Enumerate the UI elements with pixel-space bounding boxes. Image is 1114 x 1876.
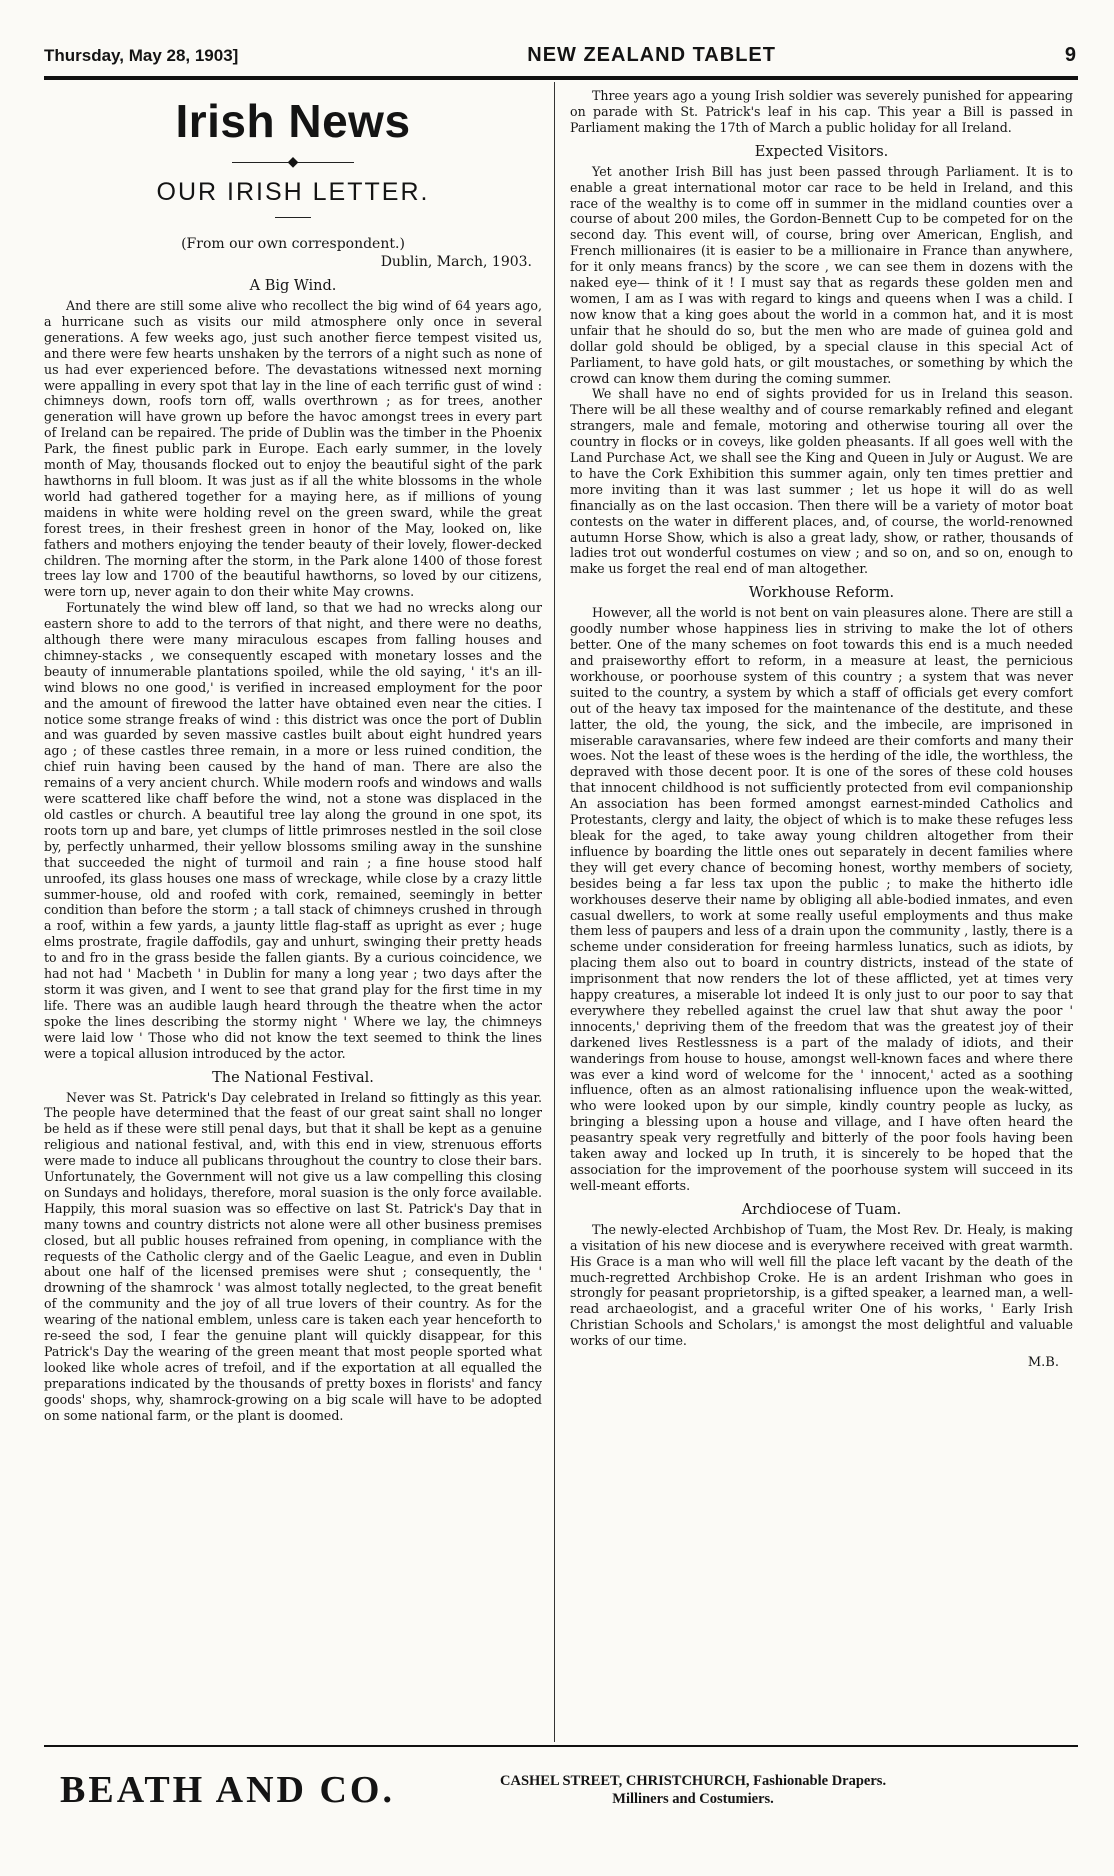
- right-column: [570, 88, 1073, 1742]
- running-header: [44, 44, 1076, 74]
- subhead-big-wind: A Big Wind.: [249, 278, 337, 294]
- subhead-national-festival: The National Festival.: [212, 1069, 374, 1086]
- subhead-workhouse-reform: Workhouse Reform.: [748, 585, 895, 602]
- ad-address: [500, 1772, 886, 1808]
- signature: M.B.: [1027, 1355, 1059, 1371]
- paper-title: NEW ZEALAND TABLET: [527, 44, 776, 66]
- paragraph: Never was St. Patrick's Day celebrated in Ireland so fittingly as this year. The people have determined that the feast of our great saint shall no longer be held as if these were still penal days, but that it shall be kept as a genuine religious and national festival, and, with this end in view, strenuous efforts were made to induce all publicans throughout the country to close their bars. Unfortunately, the Government will not give us a law compelling this closing on Sundays and holidays, therefore, moral suasion is the only force available. Happily, this moral suasion was so effective on last St. Patrick's Day that in many towns and country districts not alone were all other business premises closed, but all public houses refrained from opening, in compliance with the requests of the Catholic clergy and of the Gaelic League, and even in Dublin about one half of the licensed premises were shut ; consequently, the ' drowning of the shamrock ' was almost totally neglected, to the great benefit of the community and the joy of all true lovers of their country. As for the wearing of the national emblem, unless care is taken each year henceforth to re-seed the sod, I fear the genuine plant will quickly disappear, for this Patrick's Day the wearing of the green meant that most people sported what looked like whole acres of trefoil, and if the exportation at all equalled the preparations indicated by the thousands of pretty boxes in florists' and fancy goods' shops, why, shamrock-growing on a big scale will have to be adopted on some national farm, or the plant is doomed.: [44, 1089, 542, 1423]
- issue-date: Thursday, May 28, 1903]: [44, 46, 239, 65]
- diamond-icon: ◆: [287, 154, 299, 170]
- ornament-divider: [44, 154, 542, 170]
- paragraph: And there are still some alive who recollect the big wind of 64 years ago, a hurricane such as visits our mild atmosphere only once in several generations. A few weeks ago, just such another fierce tempest visited us, and there were few hearts unshaken by the terrors of a night such as none of us had ever experienced before. The devastations witnessed next morning were appalling in every spot that lay in the line of each terrific gust of wind : chimneys down, roofs torn off, walls overthrown ; as for trees, another generation will have grown up before the havoc amongst trees in every part of Ireland can be repaired. The pride of Dublin was the timber in the Phoenix Park, the finest public park in Europe. Each early summer, in the lovely month of May, thousands flocked out to enjoy the beautiful sight of the park hawthorns in full bloom. It was just as if all the white blossoms in the whole world had gathered together for a maying here, as if millions of young maidens in white were holding revel on the green sward, while the great forest trees, in their freshest green in honor of the May, looked on, like fathers and mothers enjoying the tender beauty of their lovely, flower-decked children. The morning after the storm, in the Park alone 1400 of those forest trees lay low and 1700 of the beautiful hawthorns, so loved by our citizens, were torn up, never again to don their white May crowns.: [44, 298, 542, 600]
- section-masthead: Irish News: [175, 95, 411, 147]
- ad-address-line1: CASHEL STREET, CHRISTCHURCH, Fashionable Drapers.: [500, 1773, 887, 1789]
- paragraph: Fortunately the wind blew off land, so that we had no wrecks along our eastern shore to add to the terrors of that night, and there were no deaths, although there were many miraculous escapes from falling houses and chimney-stacks , we consequently escaped with monetary losses and the beauty of innumerable plantations spoiled, while the old saying, ' it's an ill-wind blows no one good,' is verified in increased employment for the poor and the amount of firewood the latter have obtained even near the cities. I notice some strange freaks of wind : this district was once the port of Dublin and was guarded by seven massive castles built about eight hundred years ago ; of these castles three remain, in a more or less ruined condition, the chief ruin having been caused by the hand of man. There are also the remains of a very ancient church. While modern roofs and windows and walls were scattered like chaff before the wind, not a stone was displaced in the old castles or church. A beautiful tree lay along the ground in one spot, its roots torn up and bare, yet clumps of little primroses nestled in the soil close by, perfectly unharmed, their yellow blossoms smiling away in the sunshine that succeeded the night of turmoil and rain ; a fine house stood half unroofed, its glass houses one mass of wreckage, while close by a crazy little summer-house, old and roofed with cork, remained, seemingly in better condition than before the storm ; a tall stack of chimneys crushed in through a roof, within a few yards, a jaunty little flag-staff as upright as ever ; huge elms prostrate, fragile daffodils, gay and unhurt, swinging their pretty heads to and fro in the grass beside the fallen giants. By a curious coincidence, we had not had ' Macbeth ' in Dublin for many a long year ; two days after the storm it was given, and I went to see that grand play for the first time in my life. There was an audible laugh heard through the theatre when the actor spoke the lines describing the stormy night ' Where we lay, the chimneys were laid low ' Those who did not know the text seemed to think the lines were a topical allusion introduced by the actor.: [44, 600, 542, 1061]
- paragraph: Yet another Irish Bill has just been passed through Parliament. It is to enable a great international motor car race to be held in Ireland, and this race of the wealthy is to come off in summer in the midland counties over a course of about 200 miles, the Gordon-Bennett Cup to be competed for on the second day. This event will, of course, bring over American, English, and French millionaires (it is easier to be a millionaire in France than anywhere, for it only means francs) by the score , we can see them in dozens with the naked eye— think of it ! I must say that as regards these golden men and women, I am as I was with regard to kings and queens when I was a child. I now know that a king goes about the world in a common hat, and it is most unfair that he should do so, but the men who are made of guinea gold and dollar gold should be obliged, by a special clause in this special Act of Parliament, to have gold hats, or gilt moustaches, or something by which the crowd can know them during the coming summer.: [570, 163, 1073, 386]
- subhead-archdiocese-tuam: Archdiocese of Tuam.: [741, 1201, 902, 1218]
- subhead-expected-visitors: Expected Visitors.: [754, 143, 889, 160]
- paragraph: However, all the world is not bent on vain pleasures alone. There are still a goodly number whose happiness lies in striving to make the lot of others better. One of the many schemes on foot towards this end is a much needed and praiseworthy effort to reform, in a measure at least, the pernicious workhouse, or poorhouse system of this country ; a system that was never suited to the country, a system by which a staff of officials get every comfort out of the heavy tax imposed for the maintenance of the destitute, and these latter, the old, the young, the sick, and the imbecile, are imprisoned in miserable caravansaries, where few indeed are their comforts and many their woes. Not the least of these woes is the herding of the idle, the worthless, the depraved with those decent poor. It is one of the sores of these cold houses that innocent childhood is not sufficiently protected from evil companionship An association has been formed amongst earnest-minded Catholics and Protestants, clergy and laity, the object of which is to make these refuges less bleak for the aged, to take away young children altogether from their influence by boarding the little ones out separately in decent families where they will get every chance of becoming honest, worthy members of society, besides being a far less tax upon the public ; to make the hitherto idle workhouses deserve their name by obliging all able-bodied inmates, and even casual dwellers, to work at some really useful employments and thus make them less of paupers and less of a drain upon the community , lastly, there is a scheme under consideration for freeing harmless lunatics, such as idiots, by placing them also out to board in country districts, instead of the state of imprisonment that now renders the lot of these afflicted, yet at times very happy creatures, a miserable lot indeed It is only just to our poor to say that everywhere they rebelled against the cruel law that shut away the poor ' innocents,' depriving them of the freedom that was the greatest joy of their darkened lives Restlessness is a part of the malady of idiots, and their wanderings from house to house, amongst well-known faces and where there was ever a kind word of welcome for the ' innocent,' acted as a soothing influence, often as an almost rationalising influence upon the weak-witted, who were looked upon by our simple, kindly country people as lucky, as bringing a blessing upon a house and village, and I have often heard the peasantry speak very regretfully and bitterly of the poor fools having been taken away and locked up In truth, it is sincerely to be hoped that the association for the improvement of the poorhouse system will succeed in its well-meant efforts.: [570, 605, 1073, 1193]
- page-number: 9: [1064, 44, 1076, 66]
- column-divider: [554, 82, 555, 1742]
- paragraph: The newly-elected Archbishop of Tuam, the Most Rev. Dr. Healy, is making a visitation of his new diocese and is everywhere received with great warmth. His Grace is a man who will well fill the place left vacant by the death of the much-regretted Archbishop Croke. He is an ardent Irishman who goes in strongly for peasant proprietorship, is a gifted speaker, a learned man, a well-read archaeologist, and a graceful writer One of his works, ' Early Irish Christian Schools and Scholars,' is amongst the most delightful and valuable works of our time.: [570, 1221, 1073, 1349]
- ad-brand: BEATH AND CO.: [60, 1769, 395, 1811]
- byline: (From our own correspondent.): [181, 236, 405, 252]
- advertisement: [60, 1760, 1060, 1820]
- footer-rule: [44, 1745, 1078, 1747]
- dateline: Dublin, March, 1903.: [380, 254, 532, 270]
- article-title: OUR IRISH LETTER.: [156, 178, 430, 206]
- paragraph: We shall have no end of sights provided for us in Ireland this season. There will be all these wealthy and of course remarkably refined and elegant strangers, male and female, motoring and otherwise touring all over the country in flocks or in coveys, like golden pheasants. If all goes well with the Land Purchase Act, we shall see the King and Queen in July or August. We are to have the Cork Exhibition this summer again, only ten times prettier and more inviting than it was last summer ; let us hope it will do as well financially as on the last occasion. Then there will be a variety of motor boat contests on the water in different places, and, of course, the world-renowned autumn Horse Show, which is also a great lady, show, or rather, thousands of ladies trot out wonderful costumes on view ; and so on, and so on, enough to make us forget the real end of man altogether.: [570, 386, 1073, 577]
- left-column: [44, 88, 542, 1742]
- short-rule: [275, 217, 311, 218]
- header-rule: [44, 76, 1078, 80]
- paragraph: Three years ago a young Irish soldier was severely punished for appearing on parade with St. Patrick's leaf in his cap. This year a Bill is passed in Parliament making the 17th of March a public holiday for all Ireland.: [570, 88, 1073, 135]
- ad-address-line2: Milliners and Costumiers.: [612, 1791, 774, 1807]
